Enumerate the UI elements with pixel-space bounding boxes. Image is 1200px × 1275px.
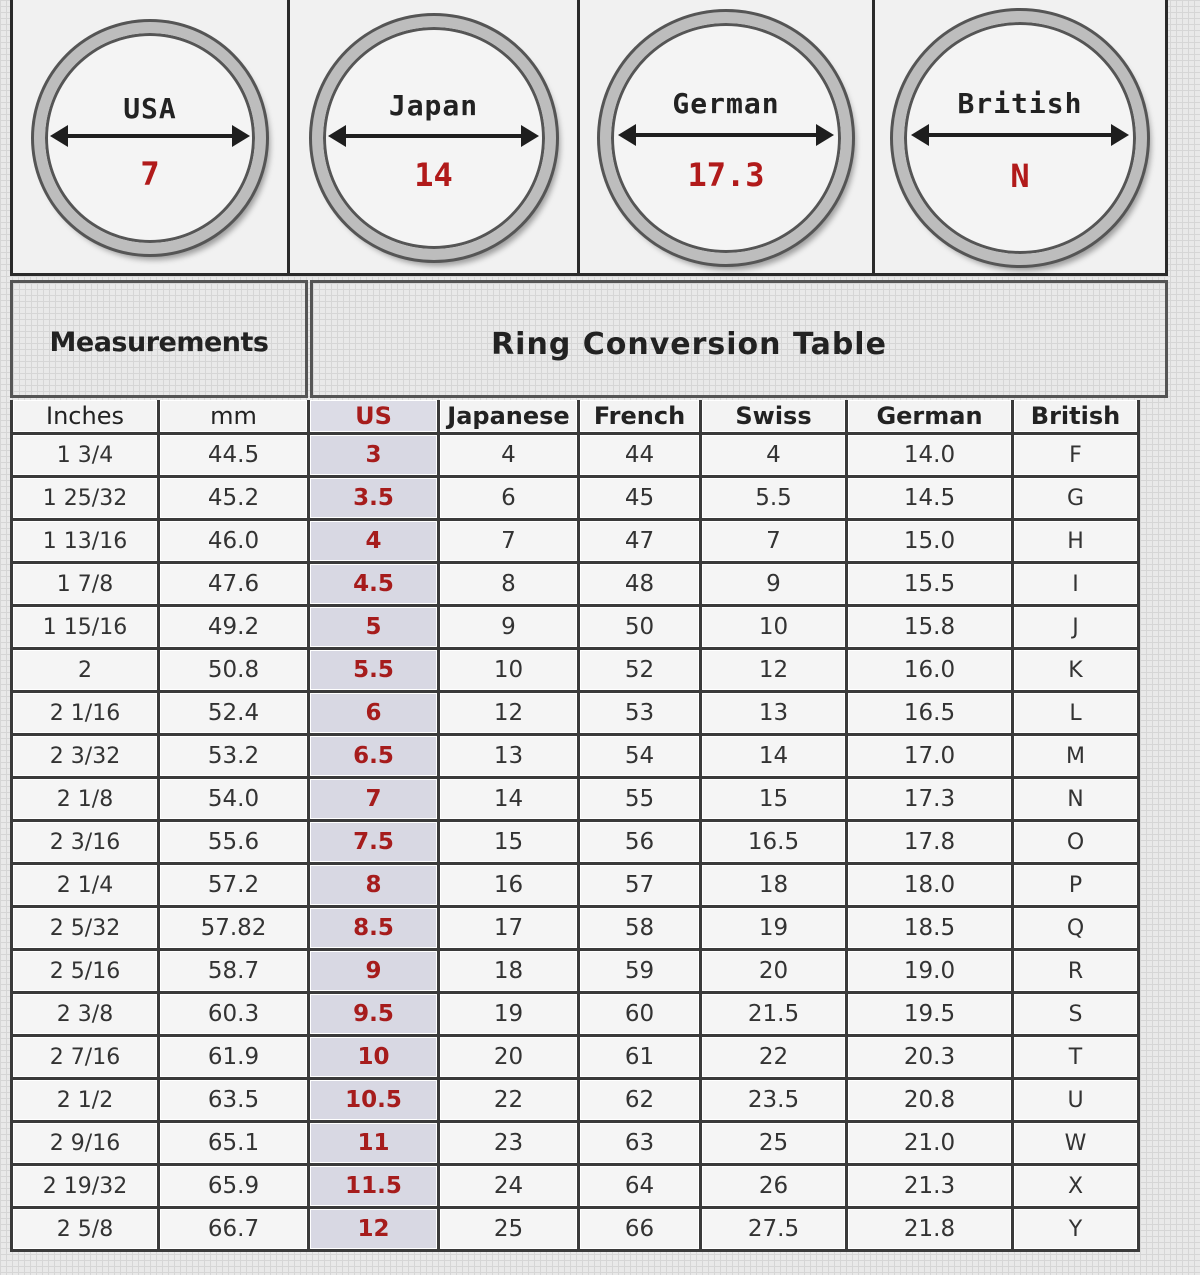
french-cell: 44 [580,435,702,478]
german-cell: 16.0 [848,650,1014,693]
japanese-cell: 8 [440,564,580,607]
us-size-cell: 7 [310,779,440,822]
british-cell: R [1014,951,1140,994]
conversion-table [10,400,1140,1252]
german-cell: 17.8 [848,822,1014,865]
ring-size-value: N [1010,156,1030,195]
british-cell: Y [1014,1209,1140,1252]
japanese-cell: 18 [440,951,580,994]
mm-cell: 57.82 [160,908,310,951]
mm-cell: 65.1 [160,1123,310,1166]
swiss-cell: 16.5 [702,822,848,865]
table-row [10,607,1140,650]
swiss-cell: 14 [702,736,848,779]
us-size-cell: 5.5 [310,650,440,693]
german-cell: 20.3 [848,1037,1014,1080]
us-size-cell: 5 [310,607,440,650]
mm-cell: 63.5 [160,1080,310,1123]
french-cell: 52 [580,650,702,693]
german-cell: 21.0 [848,1123,1014,1166]
us-size-cell: 11.5 [310,1166,440,1209]
column-header-french: French [580,400,702,435]
us-size-cell: 6 [310,693,440,736]
table-row [10,1209,1140,1252]
british-cell: N [1014,779,1140,822]
us-size-cell: 8.5 [310,908,440,951]
us-size-cell: 4 [310,521,440,564]
german-cell: 21.8 [848,1209,1014,1252]
german-cell: 14.5 [848,478,1014,521]
german-cell: 15.0 [848,521,1014,564]
mm-cell: 55.6 [160,822,310,865]
british-cell: J [1014,607,1140,650]
japanese-cell: 16 [440,865,580,908]
british-cell: P [1014,865,1140,908]
french-cell: 47 [580,521,702,564]
table-row [10,1037,1140,1080]
swiss-cell: 15 [702,779,848,822]
german-cell: 19.5 [848,994,1014,1037]
swiss-cell: 27.5 [702,1209,848,1252]
inches-cell: 2 3/16 [10,822,160,865]
ring-country: German [672,87,780,121]
swiss-cell: 7 [702,521,848,564]
table-row [10,1166,1140,1209]
table-row [10,650,1140,693]
inches-cell: 2 1/16 [10,693,160,736]
french-cell: 61 [580,1037,702,1080]
french-cell: 63 [580,1123,702,1166]
german-cell: 18.5 [848,908,1014,951]
ring-panel-japan [290,0,580,276]
french-cell: 64 [580,1166,702,1209]
ring-panel-german [580,0,875,276]
us-size-cell: 8 [310,865,440,908]
table-row [10,1080,1140,1123]
mm-cell: 60.3 [160,994,310,1037]
inches-cell: 1 7/8 [10,564,160,607]
swiss-cell: 22 [702,1037,848,1080]
measurements-title: Measurements [49,327,269,358]
french-cell: 48 [580,564,702,607]
mm-cell: 52.4 [160,693,310,736]
mm-cell: 65.9 [160,1166,310,1209]
german-cell: 17.0 [848,736,1014,779]
inches-cell: 2 5/16 [10,951,160,994]
british-cell: G [1014,478,1140,521]
us-size-cell: 10.5 [310,1080,440,1123]
swiss-cell: 4 [702,435,848,478]
french-cell: 62 [580,1080,702,1123]
table-row [10,478,1140,521]
table-row [10,951,1140,994]
us-size-cell: 4.5 [310,564,440,607]
column-header-mm: mm [160,400,310,435]
swiss-cell: 10 [702,607,848,650]
japanese-cell: 20 [440,1037,580,1080]
japanese-cell: 6 [440,478,580,521]
french-cell: 55 [580,779,702,822]
swiss-cell: 25 [702,1123,848,1166]
measurements-header [10,280,308,398]
us-size-cell: 10 [310,1037,440,1080]
mm-cell: 58.7 [160,951,310,994]
ring-icon [34,22,266,254]
japanese-cell: 24 [440,1166,580,1209]
us-size-cell: 3 [310,435,440,478]
japanese-cell: 25 [440,1209,580,1252]
british-cell: W [1014,1123,1140,1166]
table-row [10,908,1140,951]
mm-cell: 45.2 [160,478,310,521]
table-row [10,822,1140,865]
table-header-row [10,400,1140,435]
british-cell: T [1014,1037,1140,1080]
french-cell: 54 [580,736,702,779]
british-cell: M [1014,736,1140,779]
mm-cell: 66.7 [160,1209,310,1252]
ring-country: Japan [388,89,479,123]
ring-size-value: 14 [414,155,453,194]
german-cell: 18.0 [848,865,1014,908]
mm-cell: 47.6 [160,564,310,607]
french-cell: 50 [580,607,702,650]
table-row [10,693,1140,736]
british-cell: Q [1014,908,1140,951]
japanese-cell: 10 [440,650,580,693]
table-body [10,435,1140,1252]
ring-panel-british [875,0,1168,276]
table-row [10,435,1140,478]
japanese-cell: 4 [440,435,580,478]
french-cell: 57 [580,865,702,908]
column-header-british: British [1014,400,1140,435]
german-cell: 19.0 [848,951,1014,994]
table-row [10,736,1140,779]
inches-cell: 2 3/8 [10,994,160,1037]
japanese-cell: 12 [440,693,580,736]
ring-panel-usa [10,0,290,276]
french-cell: 56 [580,822,702,865]
german-cell: 21.3 [848,1166,1014,1209]
double-arrow-icon [632,133,821,137]
column-header-us: US [310,400,440,435]
inches-cell: 2 5/32 [10,908,160,951]
swiss-cell: 9 [702,564,848,607]
table-row [10,779,1140,822]
swiss-cell: 19 [702,908,848,951]
japanese-cell: 9 [440,607,580,650]
swiss-cell: 18 [702,865,848,908]
table-row [10,994,1140,1037]
inches-cell: 2 3/32 [10,736,160,779]
double-arrow-icon [64,134,236,138]
british-cell: L [1014,693,1140,736]
mm-cell: 49.2 [160,607,310,650]
ring-size-value: 7 [140,154,160,193]
inches-cell: 1 13/16 [10,521,160,564]
double-arrow-icon [925,133,1115,137]
column-header-german: German [848,400,1014,435]
mm-cell: 44.5 [160,435,310,478]
british-cell: F [1014,435,1140,478]
ring-country: British [957,86,1083,120]
british-cell: S [1014,994,1140,1037]
double-arrow-icon [342,134,524,138]
table-row [10,564,1140,607]
german-cell: 15.8 [848,607,1014,650]
us-size-cell: 7.5 [310,822,440,865]
swiss-cell: 12 [702,650,848,693]
inches-cell: 2 19/32 [10,1166,160,1209]
table-row [10,865,1140,908]
japanese-cell: 17 [440,908,580,951]
ring-size-value: 17.3 [687,156,765,195]
ring-country: USA [123,91,177,125]
swiss-cell: 5.5 [702,478,848,521]
british-cell: H [1014,521,1140,564]
inches-cell: 1 3/4 [10,435,160,478]
german-cell: 20.8 [848,1080,1014,1123]
british-cell: X [1014,1166,1140,1209]
column-header-japanese: Japanese [440,400,580,435]
inches-cell: 1 15/16 [10,607,160,650]
japanese-cell: 7 [440,521,580,564]
french-cell: 66 [580,1209,702,1252]
inches-cell: 2 7/16 [10,1037,160,1080]
inches-cell: 2 5/8 [10,1209,160,1252]
swiss-cell: 23.5 [702,1080,848,1123]
table-row [10,521,1140,564]
french-cell: 53 [580,693,702,736]
japanese-cell: 23 [440,1123,580,1166]
us-size-cell: 6.5 [310,736,440,779]
french-cell: 59 [580,951,702,994]
german-cell: 17.3 [848,779,1014,822]
mm-cell: 50.8 [160,650,310,693]
mm-cell: 53.2 [160,736,310,779]
french-cell: 45 [580,478,702,521]
conversion-table-wrapper [10,400,1140,1252]
column-header-inches: Inches [10,400,160,435]
us-size-cell: 3.5 [310,478,440,521]
japanese-cell: 19 [440,994,580,1037]
japanese-cell: 13 [440,736,580,779]
conversion-header [310,280,1168,398]
french-cell: 60 [580,994,702,1037]
japanese-cell: 14 [440,779,580,822]
mm-cell: 54.0 [160,779,310,822]
inches-cell: 2 9/16 [10,1123,160,1166]
german-cell: 16.5 [848,693,1014,736]
swiss-cell: 26 [702,1166,848,1209]
table-row [10,1123,1140,1166]
us-size-cell: 9.5 [310,994,440,1037]
us-size-cell: 9 [310,951,440,994]
inches-cell: 2 1/4 [10,865,160,908]
us-size-cell: 12 [310,1209,440,1252]
table-title: Ring Conversion Table [491,327,887,362]
swiss-cell: 21.5 [702,994,848,1037]
ring-icon [893,11,1147,265]
swiss-cell: 20 [702,951,848,994]
british-cell: U [1014,1080,1140,1123]
german-cell: 15.5 [848,564,1014,607]
mm-cell: 57.2 [160,865,310,908]
inches-cell: 2 [10,650,160,693]
inches-cell: 2 1/2 [10,1080,160,1123]
japanese-cell: 22 [440,1080,580,1123]
japanese-cell: 15 [440,822,580,865]
inches-cell: 2 1/8 [10,779,160,822]
us-size-cell: 11 [310,1123,440,1166]
column-header-swiss: Swiss [702,400,848,435]
swiss-cell: 13 [702,693,848,736]
german-cell: 14.0 [848,435,1014,478]
mm-cell: 61.9 [160,1037,310,1080]
ring-icon [600,12,852,264]
ring-illustrations [10,0,1168,278]
french-cell: 58 [580,908,702,951]
british-cell: I [1014,564,1140,607]
british-cell: K [1014,650,1140,693]
mm-cell: 46.0 [160,521,310,564]
british-cell: O [1014,822,1140,865]
ring-icon [312,16,556,260]
inches-cell: 1 25/32 [10,478,160,521]
